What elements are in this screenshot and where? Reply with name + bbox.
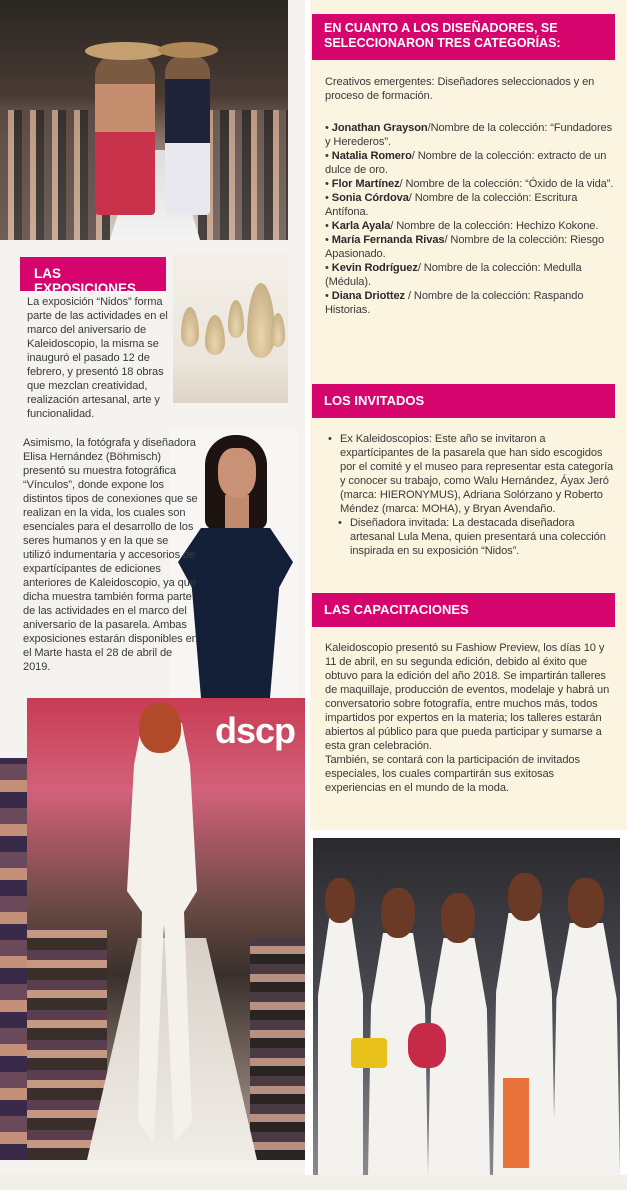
designer-collection: /Nombre de la colección: “Fundadores y Herederos”. [325,122,613,148]
audience-strip-photo [0,758,27,1160]
designer-item: • Flor Martínez/ Nombre de la colección: “Óxido de la vida”. [325,178,614,190]
designer-name: Diana Driottez [331,290,405,302]
designer-item: • Diana Driottez / Nombre de la colección: Raspando Historias. [325,290,584,316]
guest-item [324,432,614,516]
backdrop-logo: dscp [214,710,295,751]
runway-top-photo [0,0,288,240]
hat [158,42,218,58]
designer-name: Kevin Rodríguez [331,262,418,274]
designer-collection: / Nombre de la colección: “Óxido de la vida”. [399,178,614,190]
portrait-face [218,448,256,498]
exposiciones-paragraph-2: Asimismo, la fotógrafa y diseñadora Elisa Hernández (Böhmisch) presentó su muestra fotográfica “Vínculos”, donde expone los distintos tipos de conexiones que se realizan en la vida, los cuales son esenciales para el desarrollo de los seres humanos y en la que se utilizó indumentaria y accesorios de expartícipantes de ediciones anteriores de Kaleidoscopio, ya que dicha muestra también forma parte de las actividades en el marco del aniversario de la pasarela. Ambas exposiciones estarán disponibles en el Marte hasta el 28 de abril de 2019. [23,437,198,673]
model-head [568,878,604,928]
audience-right [250,938,305,1160]
capacitaciones-title: LAS CAPACITACIONES [324,602,469,617]
nest-sculpture [181,307,199,347]
disenadores-title: EN CUANTO A LOS DISEÑADORES, SE SELECCIONARON TRES CATEGORÍAS: [324,21,561,50]
designer-name: Karla Ayala [331,220,391,232]
designer-name: Flor Martínez [331,178,400,190]
designer-collection: / Nombre de la colección: Medulla (Médula). [325,262,582,288]
designer-name: Jonathan Grayson [331,122,428,134]
bullet-icon: • [338,517,342,529]
designer-collection: / Nombre de la colección: Raspando Historias. [325,290,584,316]
guest-text: Ex Kaleidoscopios: Este año se invitaron a expartícipantes de la pasarela que han sido escogidos por el comité y el museo para representar esta categoría y conocer su trabajo, como Walu Hernández, Áyax Jeró (marca: HIERONYMUS), Adriana Solórzano y Roberto Méndez (marca: MOHA), y Bryan Avendaño. [340,433,614,515]
disenadores-list [325,121,617,317]
model-head [139,703,181,753]
invitados-list [324,432,614,558]
nidos-installation-photo [173,255,288,403]
invitados-header [312,384,615,418]
audience-right [198,110,288,240]
guest-text: Diseñadora invitada: La destacada diseñadora artesanal Lula Mena, quien presentará una colección inspirada en su exposición “Nidos”. [350,517,606,557]
red-bag [408,1023,446,1068]
designer-collection: / Nombre de la colección: Riesgo Apasionado. [325,234,605,260]
designer-item: • Sonia Córdova/ Nombre de la colección: Escritura Antífona. [325,192,578,218]
nest-sculpture [205,315,225,355]
hat [85,42,165,60]
designer-name: Sonia Córdova [331,192,409,204]
model-figure [553,923,620,1175]
model-head [508,873,542,921]
model-head [381,888,415,938]
nest-sculpture [271,313,285,347]
runway-bottom-photo [27,698,305,1160]
designer-item: • Kevin Rodríguez/ Nombre de la colección: Medulla (Médula). [325,262,582,288]
designer-item: • Karla Ayala/ Nombre de la colección: Hechizo Kokone. [325,220,599,232]
designer-collection: / Nombre de la colección: Hechizo Kokone. [390,220,599,232]
guest-item [324,516,614,558]
exposiciones-header [20,257,166,296]
bottom-strip [0,1175,627,1190]
capacitaciones-body [325,641,617,795]
designer-item: • Natalia Romero/ Nombre de la colección: extracto de un dulce de oro. [325,150,607,176]
exposiciones-paragraph-1: La exposición “Nidos” forma parte de las actividades en el marco del aniversario de Kaleidoscopio, la misma se inauguró el pasado 12 de febrero, y presentó 18 obras que mezclan creatividad, realización artesanal, arte y funcionalidad. [27,296,168,420]
capacitaciones-paragraph-1: Kaleidoscopio presentó su Fashiow Preview, los días 10 y 11 de abril, en su segunda edición, debido al éxito que obtuvo para la edición del año 2018. Se impartirán talleres de maquillaje, producción de eventos, modelaje y habrá un conversatorio sobre fotografía, entre muchos más, todos impartidos por expertos en la materia; los talleres estarán abiertos al público para que pueda participar y sumarse a esta gran celebración. [325,642,610,752]
designer-item: • María Fernanda Rivas/ Nombre de la colección: Riesgo Apasionado. [325,234,605,260]
audience-left [0,110,110,240]
orange-bag [503,1078,529,1168]
designer-name: Natalia Romero [331,150,412,162]
model-figure [95,55,155,215]
designer-collection: / Nombre de la colección: extracto de un dulce de oro. [325,150,607,176]
capacitaciones-paragraph-2: También, se contará con la participación de invitados especiales, los cuales compartirán sus exitosas experiencias en el mundo de la moda. [325,754,580,794]
yellow-bag [351,1038,387,1068]
nest-sculpture [228,300,244,338]
nest-sculpture [247,283,275,358]
model-figure [165,55,210,215]
designer-name: María Fernanda Rivas [331,234,445,246]
invitados-title: LOS INVITADOS [324,393,425,408]
designer-collection: / Nombre de la colección: Escritura Antífona. [325,192,578,218]
bullet-icon: • [328,433,332,445]
disenadores-intro: Creativos emergentes: Diseñadores seleccionados y en proceso de formación. [325,76,595,102]
exposiciones-title: LAS EXPOSICIONES [34,266,137,296]
capacitaciones-header [312,593,615,627]
group-runway-photo [313,838,620,1175]
model-head [441,893,475,943]
disenadores-header [312,14,615,60]
model-head [325,878,355,923]
designer-item: • Jonathan Grayson/Nombre de la colección: “Fundadores y Herederos”. [325,122,613,148]
